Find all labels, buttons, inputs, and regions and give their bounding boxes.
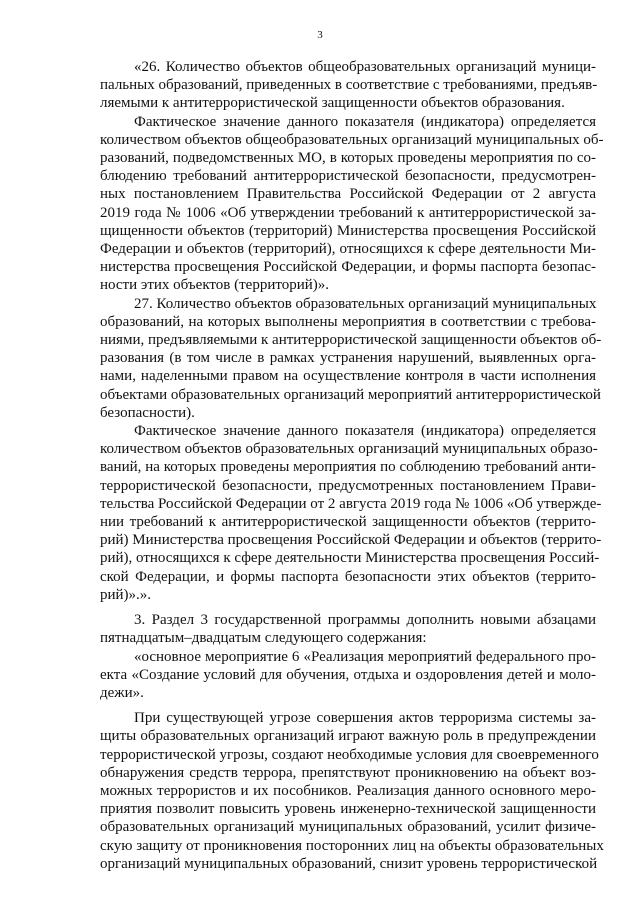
text-line: 3. Раздел 3 государственной программы дополнить новыми абзацами bbox=[134, 612, 596, 629]
text-line: образований, на которых выполнены мероприятия в соответствии с требова- bbox=[100, 313, 596, 330]
text-line: разования (в том числе в рамках устранения нарушений, выявленных орга- bbox=[100, 350, 596, 367]
text-line: «26. Количество объектов общеобразовательных организаций муници- bbox=[134, 59, 596, 75]
paragraph-gap bbox=[100, 604, 596, 611]
text-line: ляемыми к антитеррористической защищенности объектов образования. bbox=[100, 95, 565, 112]
paragraph bbox=[100, 648, 596, 703]
paragraph bbox=[100, 611, 596, 647]
text-line: 27. Количество объектов образовательных организаций муниципальных bbox=[134, 295, 597, 312]
text-line: рий)».». bbox=[100, 586, 152, 603]
text-line: количеством объектов общеобразовательных организаций муниципальных об- bbox=[100, 131, 604, 148]
text-line: количеством объектов образовательных организаций муниципальных образо- bbox=[100, 441, 598, 458]
text-line: объектами образовательных организаций мероприятий антитеррористической bbox=[100, 386, 601, 403]
text-line: 2019 года № 1006 «Об утверждении требований к антитеррористической за- bbox=[100, 204, 596, 221]
text-line: При существующей угрозе совершения актов терроризма системы за- bbox=[134, 710, 596, 727]
text-line: Фактическое значение данного показателя (индикатора) определяется bbox=[134, 113, 596, 130]
document-body bbox=[100, 58, 604, 873]
page-number: 3 bbox=[317, 29, 323, 41]
text-line: скую защиту от проникновения посторонних лиц на объекты образовательных bbox=[100, 837, 604, 854]
text-line: разований, подведомственных МО, в которых проведены мероприятия по со- bbox=[100, 150, 596, 167]
text-line: блюдению требований антитеррористической безопасности, предусмотрен- bbox=[100, 168, 596, 185]
text-line: Фактическое значение данного показателя (индикатора) определяется bbox=[134, 423, 596, 440]
text-line: рий), относящихся к сфере деятельности Министерства просвещения Россий- bbox=[100, 550, 600, 567]
text-line: екта «Создание условий для обучения, отдыха и оздоровления детей и моло- bbox=[100, 666, 596, 683]
text-line: террористической безопасности, предусмотренных постановлением Прави- bbox=[100, 477, 596, 494]
paragraph bbox=[100, 422, 602, 604]
text-line: приятия позволит повысить уровень инженерно-технической защищенности bbox=[100, 801, 596, 818]
text-line: террористической угрозы, создают необходимые условия для своевременного bbox=[100, 746, 599, 763]
text-line: рий) Министерства просвещения Российской Федерации и объектов (террито- bbox=[100, 532, 602, 549]
text-line: ности этих объектов (территорий)». bbox=[100, 277, 330, 294]
text-line: ниями, предъявляемыми к антитеррористической защищенности объектов об- bbox=[100, 332, 602, 349]
text-line: ных постановлением Правительства Российской Федерации от 2 августа bbox=[100, 186, 596, 203]
paragraph bbox=[100, 709, 604, 873]
text-line: обнаружения средств террора, препятствуют проникновению на объект воз- bbox=[100, 764, 596, 781]
paragraph-gap bbox=[100, 702, 596, 709]
text-line: дежи». bbox=[100, 684, 144, 701]
text-line: ской Федерации, и формы паспорта безопасности этих объектов (террито- bbox=[100, 568, 596, 585]
paragraph bbox=[100, 295, 602, 422]
text-line: безопасности). bbox=[100, 404, 195, 421]
text-line: можных террористов и их пособников. Реализация данного основного меро- bbox=[100, 782, 596, 799]
text-line: нами, наделенными правом на осуществление контроля в части исполнения bbox=[100, 368, 596, 385]
text-line: Федерации и объектов (территорий), относящихся к сфере деятельности Ми- bbox=[100, 241, 596, 258]
text-line: организаций муниципальных образований, снизит уровень террористической bbox=[100, 855, 598, 872]
text-line: пятнадцатым–двадцатым следующего содержания: bbox=[100, 630, 427, 647]
text-line: нистерства просвещения Российской Федерации, и формы паспорта безопас- bbox=[100, 259, 596, 276]
text-line: образовательных организаций муниципальных образований, усилит физиче- bbox=[100, 819, 596, 836]
text-line: нии требований к антитеррористической защищенности объектов (террито- bbox=[100, 514, 596, 531]
text-line: пальных образований, приведенных в соответствие с требованиями, предъяв- bbox=[100, 77, 598, 94]
paragraph bbox=[100, 58, 596, 113]
text-line: щиты образовательных организаций играют важную роль в предупреждении bbox=[100, 728, 596, 745]
text-line: щищенности объектов (территорий) Министерства просвещения Российской bbox=[100, 222, 596, 239]
text-line: ваний, на которых проведены мероприятия по соблюдению требований анти- bbox=[100, 459, 596, 476]
paragraph bbox=[100, 113, 604, 295]
text-line: тельства Российской Федерации от 2 августа 2019 года № 1006 «Об утвержде- bbox=[100, 495, 602, 512]
text-line: «основное мероприятие 6 «Реализация мероприятий федерального про- bbox=[134, 648, 596, 665]
